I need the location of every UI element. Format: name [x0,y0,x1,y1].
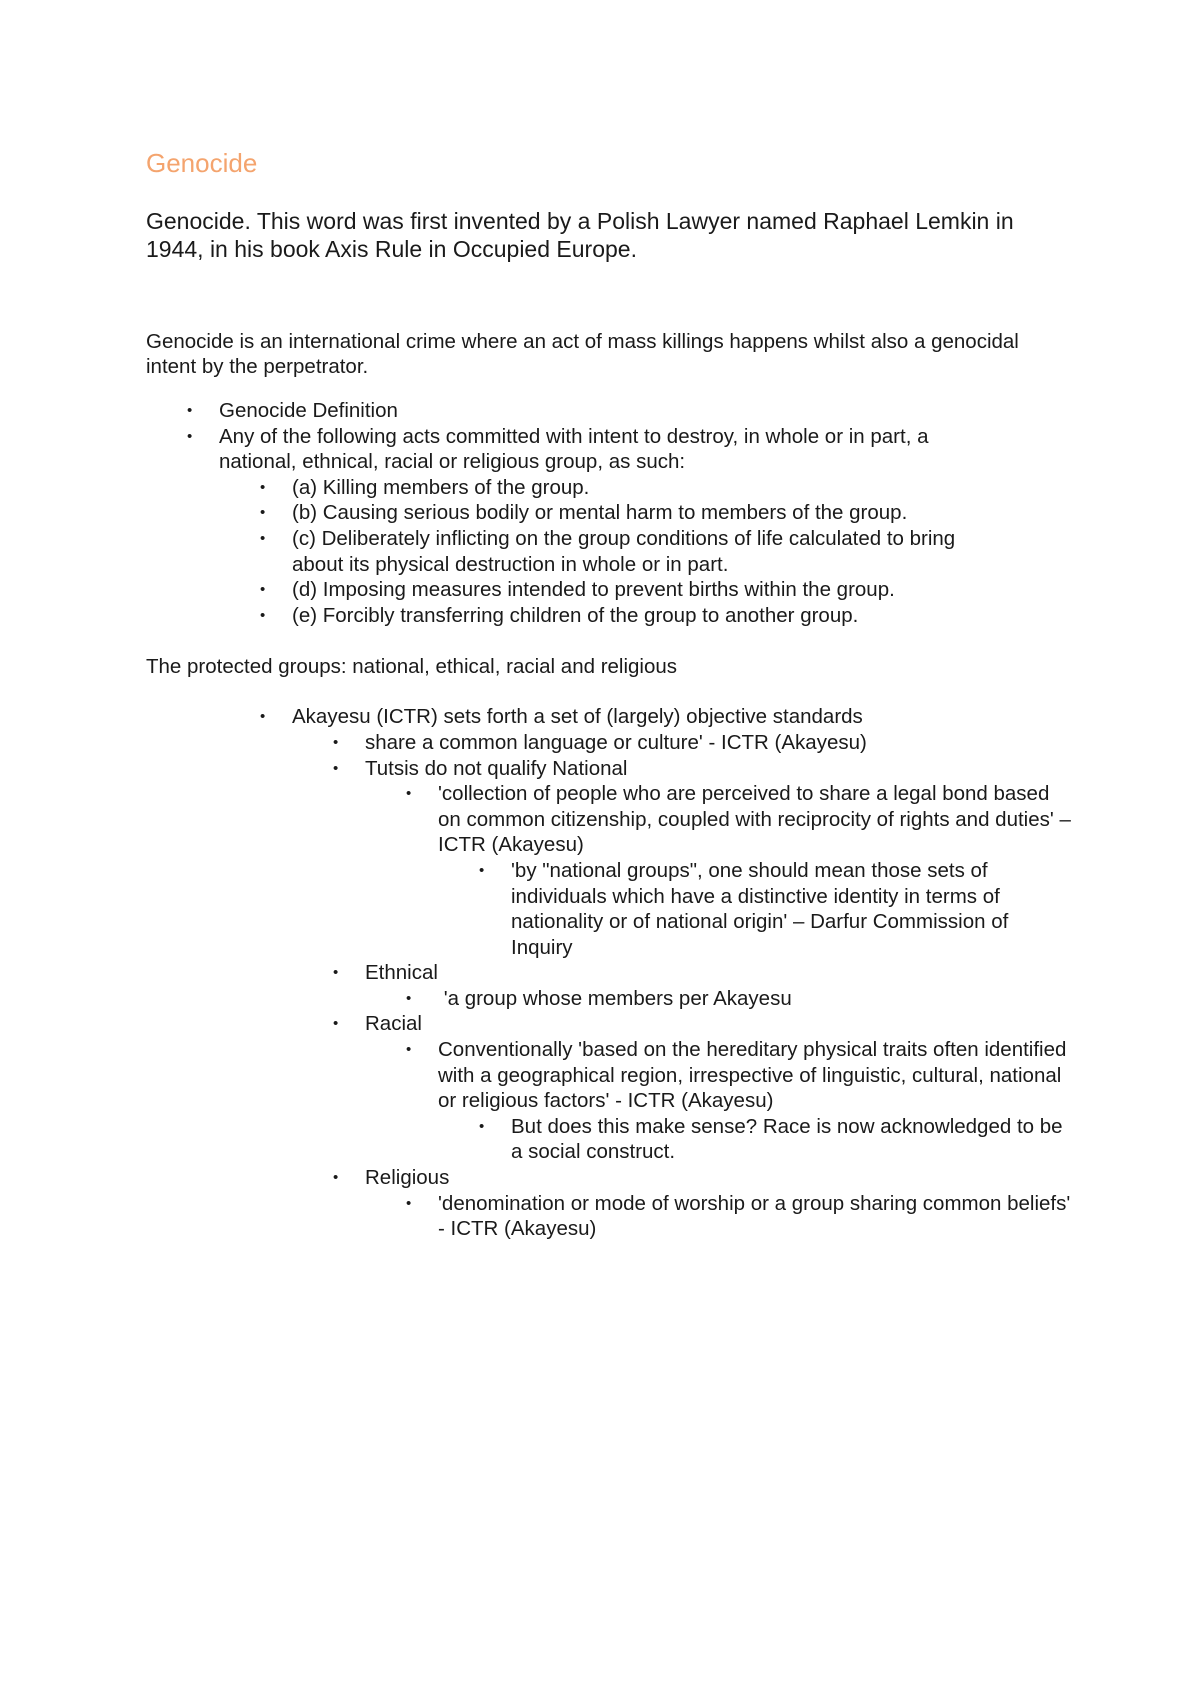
racial-sublist [406,1037,1072,1165]
list-item-text: Tutsis do not qualify National [365,756,628,780]
group-categories-list [333,730,1072,1242]
bullet-icon: • [333,759,339,777]
list-item-text: Any of the following acts committed with intent to destroy, in whole or in part, a national, ethnical, racial or religious group, as such: [219,424,929,474]
darfur-sublist [479,858,1072,960]
definition-list [187,398,994,628]
racial-note-sublist [479,1114,1072,1165]
bullet-icon: • [333,1015,339,1033]
document-title: Genocide [146,148,258,178]
acts-list [260,475,994,629]
list-item-text: share a common language or culture' - ICTR (Akayesu) [365,730,867,754]
list-item-text: (b) Causing serious bodily or mental harm to members of the group. [292,501,908,525]
list-item [479,1114,1072,1165]
list-item [406,1037,1072,1165]
list-item [333,1011,1072,1165]
list-item-text: 'by "national groups", one should mean those sets of individuals which have a distinctive identity in terms of nationality or of national origin' – Darfur Commission of Inquiry [511,858,1009,959]
bullet-icon: • [406,1041,412,1059]
protected-groups-paragraph: The protected groups: national, ethical, racial and religious [146,655,678,679]
list-item [333,756,1072,961]
list-item [260,704,1072,1241]
bullet-icon: • [406,989,412,1007]
list-item-text: 'a group whose members per Akayesu [438,986,792,1010]
list-item [260,475,994,501]
list-item-text: (d) Imposing measures intended to prevent births within the group. [292,578,895,602]
bullet-icon: • [479,861,485,879]
bullet-icon: • [333,964,339,982]
bullet-icon: • [333,1169,339,1187]
bullet-icon: • [260,606,266,624]
akayesu-list [260,704,1072,1241]
list-item-text: Ethnical [365,961,438,985]
bullet-icon: • [260,529,266,547]
bullet-icon: • [187,402,193,419]
list-item-text: Genocide Definition [219,399,398,422]
bullet-icon: • [260,708,266,726]
bullet-icon: • [187,427,193,445]
list-item-text: 'denomination or mode of worship or a group sharing common beliefs' - ICTR (Akayesu) [438,1191,1071,1241]
list-item-text: 'collection of people who are perceived to share a legal bond based on common citizenship, coupled with reciprocity of rights and duties' – ICTR (Akayesu) [438,782,1071,857]
bullet-icon: • [406,1194,412,1212]
bullet-icon: • [406,785,412,803]
list-item [260,526,994,577]
bullet-icon: • [260,504,266,522]
list-item [333,730,1072,756]
list-item-text: (a) Killing members of the group. [292,475,590,499]
list-item-text: Racial [365,1012,422,1036]
list-item [260,577,994,603]
bullet-icon: • [260,581,266,599]
list-item-text: (c) Deliberately inflicting on the group conditions of life calculated to bring about its physical destruction in whole or in part. [292,526,956,576]
definition-paragraph: Genocide is an international crime where an act of mass killings happens whilst also a genocidal intent by the perpetrator. [146,330,1019,378]
list-item-text: (e) Forcibly transferring children of the group to another group. [292,603,859,627]
bullet-icon: • [333,733,339,751]
list-item [260,603,994,629]
list-item [333,1165,1072,1242]
national-sublist [406,781,1072,960]
list-item [479,858,1072,960]
list-item [260,500,994,526]
list-item [187,424,994,629]
list-item [406,781,1072,960]
list-item [187,398,994,424]
list-item-text: Conventionally 'based on the hereditary physical traits often identified with a geographical region, irrespective of linguistic, cultural, national or religious factors' - ICTR (Akayesu) [438,1038,1067,1113]
list-item-text: But does this make sense? Race is now acknowledged to be a social construct. [511,1114,1063,1164]
ethnical-sublist [406,986,1072,1012]
list-item-text: Religious [365,1166,450,1190]
list-item [406,1191,1072,1242]
bullet-icon: • [479,1117,485,1135]
bullet-icon: • [260,478,266,496]
list-item [333,960,1072,1011]
religious-sublist [406,1191,1072,1242]
list-item-text: Akayesu (ICTR) sets forth a set of (largely) objective standards [292,705,863,729]
list-item [406,986,1072,1012]
intro-paragraph: Genocide. This word was first invented by a Polish Lawyer named Raphael Lemkin in 1944, in his book Axis Rule in Occupied Europe. [146,208,1014,262]
